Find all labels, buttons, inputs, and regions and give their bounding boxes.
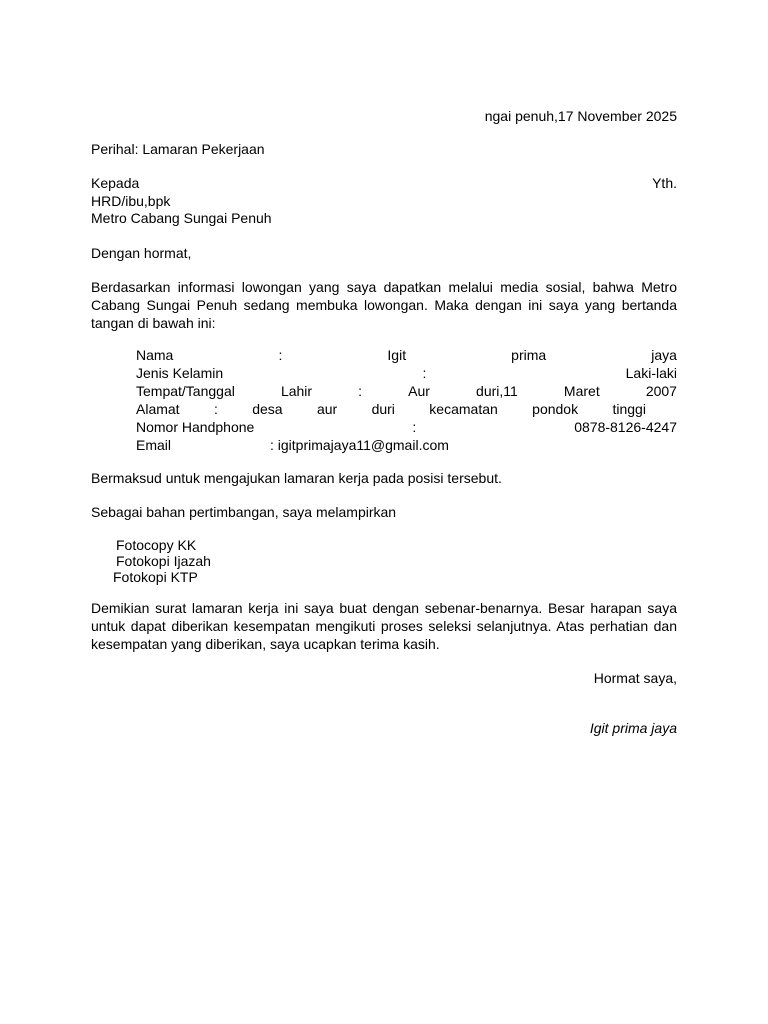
field-token: Aur <box>408 383 430 399</box>
field-token: Maret <box>563 383 600 399</box>
field-token: Igit <box>387 347 407 363</box>
field-token: kecamatan <box>429 401 498 417</box>
salutation: Dengan hormat, <box>91 245 192 261</box>
recipient-kepada: Kepada <box>91 175 140 191</box>
field-token: 0878-8126-4247 <box>574 419 677 435</box>
applicant-email-label: Email <box>136 437 172 453</box>
recipient-line-2: Metro Cabang Sungai Penuh <box>91 210 272 226</box>
field-token: jaya <box>651 347 677 363</box>
field-token: Jenis Kelamin <box>136 365 224 381</box>
subject-line: Perihal: Lamaran Pekerjaan <box>91 141 265 157</box>
purpose-line: Bermaksud untuk mengajukan lamaran kerja pada posisi tersebut. <box>91 470 502 486</box>
signature-name: Igit prima jaya <box>589 720 677 736</box>
attachment-item: Fotocopy KK <box>116 537 197 553</box>
field-token: : <box>358 383 363 399</box>
applicant-nama-row <box>136 346 677 364</box>
intro-paragraph: Berdasarkan informasi lowongan yang saya dapatkan melalui media sosial, bahwa Metro Cabang Sungai Penuh sedang membuka lowongan. Maka dengan ini saya yang bertanda tangan di bawah ini: <box>91 279 677 331</box>
place-date: ngai penuh,17 November 2025 <box>484 108 677 124</box>
field-token: duri <box>371 401 395 417</box>
applicant-alamat-row <box>136 400 646 418</box>
field-token: Lahir <box>280 383 313 399</box>
field-token: Nama <box>136 347 174 363</box>
field-token: aur <box>316 401 338 417</box>
field-token: Laki-laki <box>625 365 677 381</box>
attachments-intro: Sebagai bahan pertimbangan, saya melampirkan <box>91 504 397 520</box>
field-token: Nomor Handphone <box>136 419 255 435</box>
recipient-yth: Yth. <box>652 175 677 191</box>
field-token: : <box>278 347 283 363</box>
applicant-jenis-kelamin-row <box>136 364 677 382</box>
attachment-item: Fotokopi KTP <box>113 569 198 585</box>
field-token: : <box>412 419 417 435</box>
field-token: : <box>422 365 427 381</box>
closing-paragraph: Demikian surat lamaran kerja ini saya buat dengan sebenar-benarnya. Besar harapan saya untuk dapat diberikan kesempatan mengikuti proses seleksi selanjutnya. Atas perhatian dan kesempatan yang diberikan, saya ucapkan terima kasih. <box>91 600 677 652</box>
attachment-item: Fotokopi Ijazah <box>116 553 211 569</box>
applicant-ttl-row <box>136 382 677 400</box>
field-token: prima <box>511 347 547 363</box>
field-token: duri,11 <box>476 383 518 399</box>
regards: Hormat saya, <box>593 670 677 686</box>
recipient-line-1: HRD/ibu,bpk <box>91 193 171 209</box>
field-token: pondok <box>532 401 579 417</box>
field-token: Alamat <box>136 401 180 417</box>
field-token: desa <box>252 401 283 417</box>
field-token: 2007 <box>645 383 677 399</box>
applicant-hp-row <box>136 418 677 436</box>
field-token: : <box>213 401 218 417</box>
field-token: Tempat/Tanggal <box>136 383 235 399</box>
applicant-email-value: : igitprimajaya11@gmail.com <box>270 437 449 453</box>
field-token: tinggi <box>612 401 646 417</box>
